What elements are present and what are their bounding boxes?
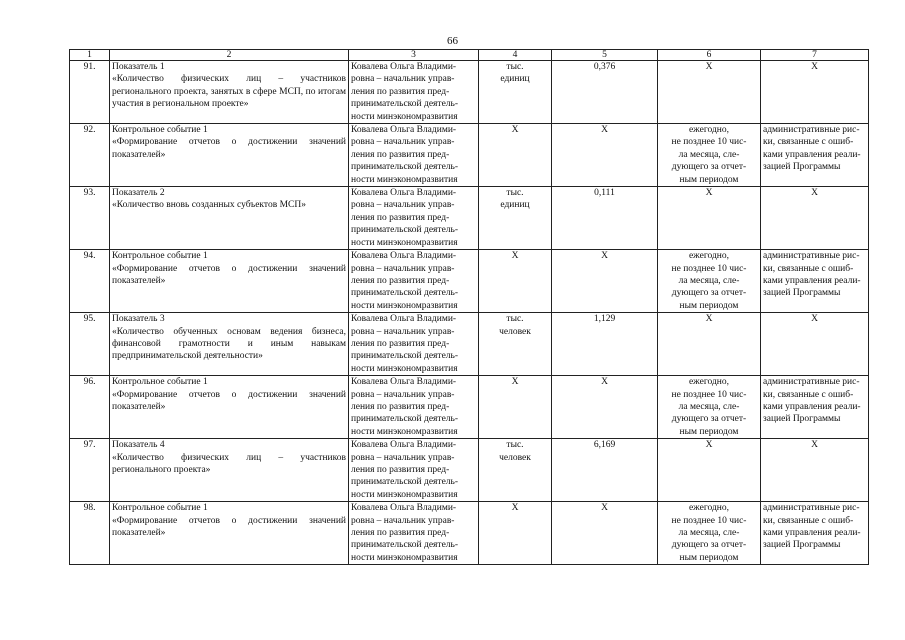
- column-number: 6: [658, 50, 761, 61]
- responsible-line: ления по развития пред-: [351, 338, 450, 349]
- responsible-line: ности минэкономразвития: [351, 552, 458, 563]
- period-cell: [658, 61, 761, 124]
- value-text: Х: [601, 125, 608, 136]
- risks-cell: [761, 376, 869, 439]
- unit-line: единиц: [500, 200, 530, 211]
- value-cell: [552, 250, 658, 313]
- period-cell: [658, 439, 761, 502]
- responsible-line: ления по развития пред-: [351, 149, 450, 160]
- indicator-description: «Формирование отчетов о достижении значений показателей»: [112, 263, 346, 286]
- table-row: [70, 313, 869, 376]
- period-line: дующего за отчет-: [671, 288, 747, 299]
- responsible-line: Ковалева Ольга Владими-: [351, 314, 457, 325]
- indicator-title: Контрольное событие 1: [112, 251, 208, 262]
- indicator-description: «Количество вновь созданных субъектов МСП»: [112, 200, 306, 211]
- period-line: дующего за отчет-: [671, 540, 747, 551]
- responsible-cell: [349, 187, 479, 250]
- period-line: ежегодно,: [688, 377, 730, 388]
- unit-line: тыс.: [506, 62, 524, 72]
- period-line: ла месяца, сле-: [678, 275, 740, 286]
- period-line: ла месяца, сле-: [678, 149, 740, 160]
- responsible-cell: [349, 313, 479, 376]
- responsible-line: ровна – начальник управ-: [351, 263, 455, 274]
- value-cell: [552, 124, 658, 187]
- indicator-description: «Формирование отчетов о достижении значений показателей»: [112, 515, 346, 539]
- unit-line: человек: [499, 326, 531, 337]
- table-body: [70, 50, 869, 565]
- unit-line: единиц: [500, 74, 530, 85]
- responsible-line: ровна – начальник управ-: [351, 137, 455, 148]
- value-text: Х: [601, 377, 608, 388]
- value-cell: [552, 376, 658, 439]
- period-line: не позднее 10 чис-: [671, 263, 747, 274]
- period-line: дующего за отчет-: [671, 414, 747, 425]
- period-line: ла месяца, сле-: [678, 528, 740, 539]
- risks-cell: [761, 250, 869, 313]
- risks-line: ками управления реали-: [763, 528, 861, 539]
- row-number-cell: [70, 250, 110, 313]
- row-number-cell: [70, 124, 110, 187]
- period-line: ежегодно,: [688, 251, 730, 262]
- risks-line: ками управления реали-: [763, 275, 861, 286]
- indicator-cell: [110, 187, 349, 250]
- value-text: Х: [601, 503, 608, 514]
- period-line: не позднее 10 чис-: [671, 515, 747, 526]
- unit-cell: [479, 502, 552, 565]
- indicator-description: «Формирование отчетов о достижении значений показателей»: [112, 389, 346, 412]
- responsible-cell: [349, 376, 479, 439]
- risks-line: Х: [811, 188, 818, 199]
- indicator-cell: [110, 124, 349, 187]
- risks-line: административные рис-: [763, 377, 860, 388]
- row-number: 96.: [83, 377, 96, 388]
- unit-cell: [479, 250, 552, 313]
- responsible-line: принимательской деятель-: [351, 99, 459, 110]
- unit-line: Х: [511, 125, 519, 136]
- responsible-line: ности минэкономразвития: [351, 489, 458, 500]
- period-line: ежегодно,: [688, 125, 730, 136]
- responsible-line: ровна – начальник управ-: [351, 515, 455, 526]
- unit-line: тыс.: [506, 188, 524, 199]
- risks-cell: [761, 313, 869, 376]
- table-row: [70, 124, 869, 187]
- table-row: [70, 439, 869, 502]
- responsible-line: принимательской деятель-: [351, 477, 459, 488]
- responsible-line: ровна – начальник управ-: [351, 452, 455, 463]
- indicator-title: Контрольное событие 1: [112, 125, 208, 136]
- unit-line: тыс.: [506, 440, 524, 451]
- row-number: 98.: [83, 503, 96, 514]
- indicator-title: Контрольное событие 1: [112, 377, 208, 388]
- unit-cell: [479, 376, 552, 439]
- period-line: ным периодом: [679, 300, 739, 311]
- risks-line: ки, связанные с ошиб-: [763, 263, 854, 274]
- value-cell: [552, 313, 658, 376]
- indicator-description: «Количество физических лиц – участников регионального проекта, занятых в сфере МСП, по итогам участия в региональном проекте»: [112, 74, 346, 110]
- responsible-line: ности минэкономразвития: [351, 174, 458, 185]
- risks-line: зацией Программы: [763, 540, 841, 551]
- risks-line: зацией Программы: [763, 414, 841, 425]
- column-number: 2: [110, 50, 349, 61]
- page-number: 66: [447, 35, 458, 47]
- indicator-cell: [110, 61, 349, 124]
- responsible-line: ности минэкономразвития: [351, 237, 458, 248]
- responsible-line: ности минэкономразвития: [351, 300, 458, 311]
- plan-table: [69, 49, 869, 565]
- risks-line: ками управления реали-: [763, 401, 861, 412]
- unit-cell: [479, 61, 552, 124]
- responsible-line: ности минэкономразвития: [351, 426, 458, 437]
- row-number: 94.: [83, 251, 96, 262]
- risks-cell: [761, 187, 869, 250]
- indicator-title: Показатель 4: [112, 440, 165, 451]
- value-text: 6,169: [593, 440, 616, 451]
- risks-line: зацией Программы: [763, 288, 841, 299]
- column-number: 5: [552, 50, 658, 61]
- responsible-line: Ковалева Ольга Владими-: [351, 377, 457, 388]
- responsible-line: ровна – начальник управ-: [351, 200, 455, 211]
- column-number: 3: [349, 50, 479, 61]
- row-number-cell: [70, 313, 110, 376]
- responsible-line: принимательской деятель-: [351, 414, 459, 425]
- risks-line: административные рис-: [763, 251, 860, 262]
- indicator-description: «Количество физических лиц – участников регионального проекта»: [112, 452, 346, 475]
- risks-line: Х: [811, 62, 818, 72]
- row-number: 95.: [83, 314, 96, 325]
- risks-line: ки, связанные с ошиб-: [763, 137, 854, 148]
- responsible-line: принимательской деятель-: [351, 351, 459, 362]
- period-line: Х: [705, 62, 713, 72]
- indicator-title: Показатель 3: [112, 314, 165, 325]
- responsible-cell: [349, 439, 479, 502]
- responsible-line: Ковалева Ольга Владими-: [351, 188, 457, 199]
- unit-line: Х: [511, 503, 519, 514]
- indicator-title: Показатель 1: [112, 62, 165, 72]
- unit-line: Х: [511, 251, 519, 262]
- risks-line: административные рис-: [763, 125, 860, 136]
- period-cell: [658, 124, 761, 187]
- column-number: 1: [70, 50, 110, 61]
- period-line: не позднее 10 чис-: [671, 137, 747, 148]
- responsible-cell: [349, 124, 479, 187]
- period-line: не позднее 10 чис-: [671, 389, 747, 400]
- responsible-line: ления по развития пред-: [351, 212, 450, 223]
- risks-line: ки, связанные с ошиб-: [763, 389, 854, 400]
- responsible-cell: [349, 250, 479, 313]
- responsible-line: ности минэкономразвития: [351, 363, 458, 374]
- row-number: 91.: [83, 62, 96, 72]
- responsible-line: Ковалева Ольга Владими-: [351, 503, 457, 514]
- unit-cell: [479, 313, 552, 376]
- indicator-cell: [110, 376, 349, 439]
- indicator-description: «Количество обученных основам ведения бизнеса, финансовой грамотности и иным навыкам предпринимательской деятельности»: [112, 326, 346, 362]
- column-number: 4: [479, 50, 552, 61]
- unit-cell: [479, 439, 552, 502]
- responsible-line: ления по развития пред-: [351, 275, 450, 286]
- table-row: [70, 250, 869, 313]
- indicator-cell: [110, 439, 349, 502]
- risks-cell: [761, 502, 869, 565]
- responsible-line: ровна – начальник управ-: [351, 326, 455, 337]
- unit-line: Х: [511, 377, 519, 388]
- responsible-line: ности минэкономразвития: [351, 111, 458, 122]
- indicator-cell: [110, 250, 349, 313]
- row-number-cell: [70, 502, 110, 565]
- responsible-line: ления по развития пред-: [351, 528, 450, 539]
- risks-line: ки, связанные с ошиб-: [763, 515, 854, 526]
- row-number-cell: [70, 439, 110, 502]
- row-number: 97.: [83, 440, 96, 451]
- risks-line: Х: [811, 314, 818, 325]
- period-line: Х: [705, 440, 713, 451]
- responsible-cell: [349, 61, 479, 124]
- period-line: ежегодно,: [688, 503, 730, 514]
- value-cell: [552, 439, 658, 502]
- responsible-line: принимательской деятель-: [351, 225, 459, 236]
- row-number-cell: [70, 61, 110, 124]
- table-row: [70, 502, 869, 565]
- value-cell: [552, 187, 658, 250]
- period-line: дующего за отчет-: [671, 162, 747, 173]
- risks-line: административные рис-: [763, 503, 860, 514]
- indicator-title: Контрольное событие 1: [112, 503, 208, 514]
- indicator-cell: [110, 502, 349, 565]
- period-cell: [658, 313, 761, 376]
- unit-line: человек: [499, 452, 531, 463]
- row-number: 93.: [83, 188, 96, 199]
- period-cell: [658, 502, 761, 565]
- row-number: 92.: [83, 125, 96, 136]
- responsible-line: ления по развития пред-: [351, 465, 450, 475]
- indicator-description: «Формирование отчетов о достижении значений показателей»: [112, 137, 346, 160]
- period-line: ным периодом: [679, 552, 739, 563]
- responsible-line: Ковалева Ольга Владими-: [351, 62, 457, 72]
- unit-cell: [479, 187, 552, 250]
- period-cell: [658, 376, 761, 439]
- responsible-cell: [349, 502, 479, 565]
- value-text: 0,111: [594, 188, 615, 199]
- risks-cell: [761, 439, 869, 502]
- risks-line: зацией Программы: [763, 162, 841, 173]
- table-row: [70, 61, 869, 124]
- responsible-line: ровна – начальник управ-: [351, 74, 455, 85]
- responsible-line: ления по развития пред-: [351, 86, 450, 97]
- value-text: 1,129: [593, 314, 616, 325]
- period-line: ла месяца, сле-: [678, 401, 740, 412]
- period-line: ным периодом: [679, 426, 739, 437]
- value-text: 0,376: [593, 62, 616, 72]
- responsible-line: Ковалева Ольга Владими-: [351, 251, 457, 262]
- indicator-title: Показатель 2: [112, 188, 165, 199]
- responsible-line: ления по развития пред-: [351, 401, 450, 412]
- unit-cell: [479, 124, 552, 187]
- table-row: [70, 376, 869, 439]
- unit-line: тыс.: [506, 314, 524, 325]
- responsible-line: принимательской деятель-: [351, 540, 459, 551]
- period-cell: [658, 250, 761, 313]
- period-line: Х: [705, 188, 713, 199]
- row-number-cell: [70, 187, 110, 250]
- period-line: Х: [705, 314, 713, 325]
- column-number-row: [70, 50, 869, 61]
- risks-cell: [761, 124, 869, 187]
- indicator-cell: [110, 313, 349, 376]
- responsible-line: Ковалева Ольга Владими-: [351, 440, 457, 451]
- responsible-line: ровна – начальник управ-: [351, 389, 455, 400]
- risks-line: ками управления реали-: [763, 149, 861, 160]
- table-row: [70, 187, 869, 250]
- responsible-line: принимательской деятель-: [351, 162, 459, 173]
- responsible-line: Ковалева Ольга Владими-: [351, 125, 457, 136]
- period-line: ным периодом: [679, 174, 739, 185]
- value-text: Х: [601, 251, 608, 262]
- risks-cell: [761, 61, 869, 124]
- value-cell: [552, 61, 658, 124]
- column-number: 7: [761, 50, 869, 61]
- responsible-line: принимательской деятель-: [351, 288, 459, 299]
- period-cell: [658, 187, 761, 250]
- risks-line: Х: [811, 440, 818, 451]
- value-cell: [552, 502, 658, 565]
- row-number-cell: [70, 376, 110, 439]
